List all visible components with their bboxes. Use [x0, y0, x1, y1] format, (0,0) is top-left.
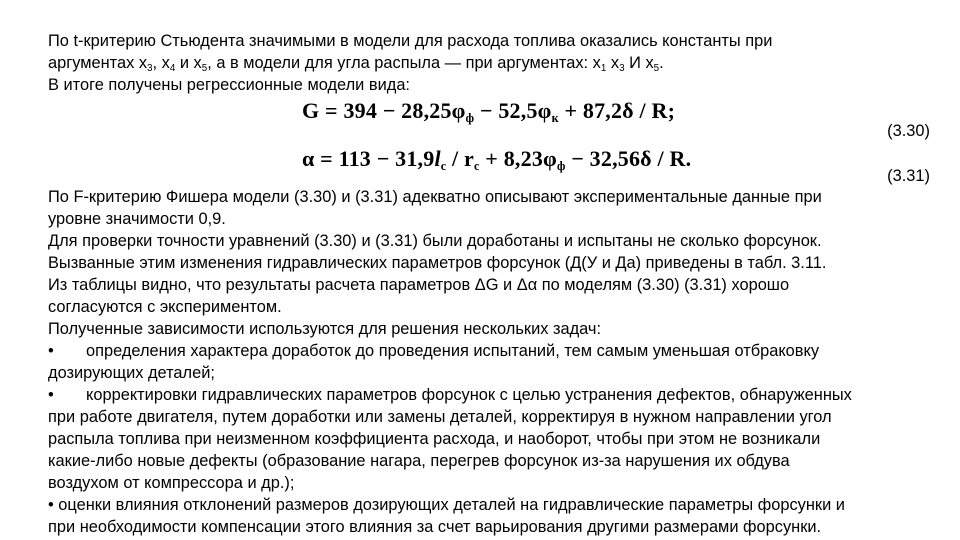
list-item-continuation: при необходимости компенсации этого влияния за счет варьирования другими размерами форсунки. [48, 518, 822, 536]
bullet-marker: • [48, 386, 54, 404]
list-item-continuation: какие-либо новые дефекты (образование нагара, перегрев форсунок из-за нарушения их обдува [48, 452, 790, 470]
paragraph-line: согласуются с экспериментом. [48, 298, 282, 316]
paragraph-line: аргументах $x_3$, $x_4$ и $x_5$, а в модели для угла распыла — при аргументах: $x_1$ $x_3$ И $x_5$. [48, 54, 664, 74]
formula-3-31: α = 113 − 31,9lс / rс + 8,23φф − 32,56δ / R. [302, 146, 692, 173]
list-item-continuation: распыла топлива при неизменном коэффициента расхода, и наоборот, чтобы при этом не возникали [48, 430, 821, 448]
list-item-continuation: при работе двигателя, путем доработки или замены деталей, корректируя в нужном направлении угол [48, 408, 832, 426]
paragraph-line: Из таблицы видно, что результаты расчета параметров ΔG и Δα по моделям (3.30) (3.31) хорошо [48, 276, 790, 294]
equation-number: (3.31) [887, 167, 930, 185]
paragraph-line: В итоге получены регрессионные модели вида: [48, 76, 410, 94]
paragraph-line: Полученные зависимости используются для решения нескольких задач: [48, 320, 602, 338]
list-item-continuation: дозирующих деталей; [48, 364, 215, 382]
list-item: • определения характера доработок до проведения испытаний, тем самым уменьшая отбраковку [48, 342, 820, 360]
formula-3-30: G = 394 − 28,25φф − 52,5φк + 87,2δ / R; [302, 98, 676, 125]
bullet-marker: • [48, 342, 54, 360]
equation-number: (3.30) [887, 122, 930, 140]
paragraph-line: Для проверки точности уравнений (3.30) и (3.31) были доработаны и испытаны не сколько форсунок. [48, 232, 822, 250]
list-item-continuation: воздухом от компрессора и др.); [48, 474, 295, 492]
paragraph-line: уровне значимости 0,9. [48, 210, 226, 228]
paragraph-line: По F-критерию Фишера модели (3.30) и (3.31) адекватно описывают экспериментальные данные при [48, 188, 822, 206]
paragraph-line: По t-критерию Стьюдента значимыми в модели для расхода топлива оказались константы при [48, 32, 773, 50]
list-item: • корректировки гидравлических параметров форсунок с целью устранения дефектов, обнаруженных [48, 386, 852, 404]
paragraph-line: Вызванные этим изменения гидравлических параметров форсунок (Д(У и Да) приведены в табл. 3.11. [48, 254, 827, 272]
list-item: • оценки влияния отклонений размеров дозирующих деталей на гидравлические параметры форсунки и [48, 496, 845, 514]
